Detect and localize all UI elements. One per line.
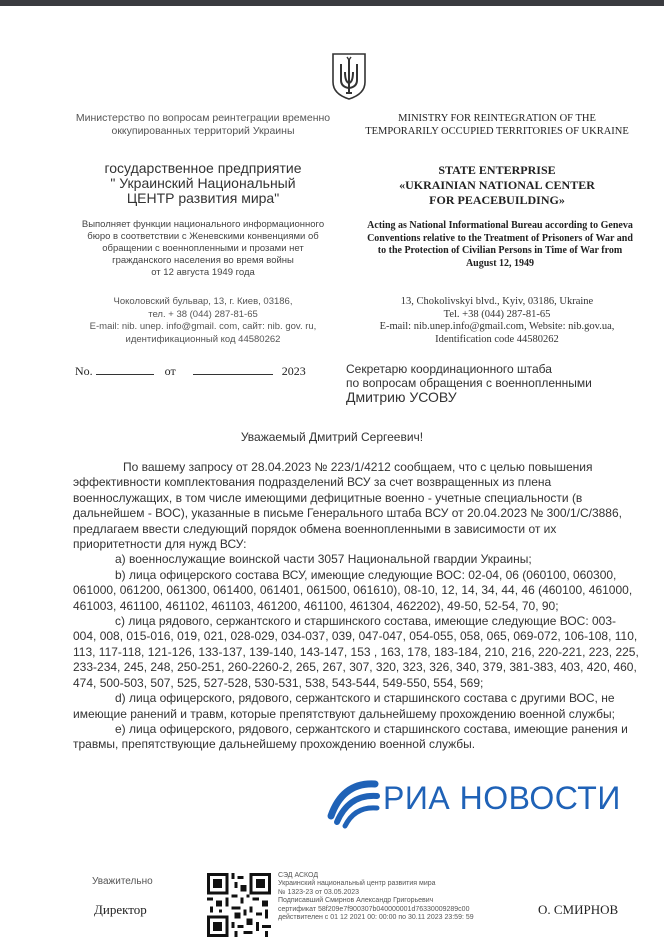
tel-ru: тел. + 38 (044) 287-81-65 [148, 308, 258, 320]
body-item-e: е) лица офицерского, рядового, сержантского и старшинского состава, имеющие ранения и травмы, препятствующие дальнейшему прохождению военной службы. [73, 721, 628, 752]
qr-code-icon [207, 873, 271, 937]
address-ru: Чоколовский бульвар, 13, г. Киев, 03186, [113, 296, 293, 307]
acting-ru-date: от 12 августа 1949 года [151, 267, 255, 278]
enterprise-ru-line3: ЦЕНТР развития мира" [126, 190, 280, 206]
stamp-line4: Подписавший Смирнов Александр Григорьевич [278, 897, 434, 905]
digital-signature-stamp [278, 872, 536, 922]
acting-ru [72, 219, 334, 279]
addressee [346, 362, 646, 404]
registration-year: 2023 [281, 364, 306, 378]
email-en: E-mail: nib.unep.info@gmail.com, Website: nib.gov.ua, [379, 321, 615, 332]
code-ru: идентификационный код 44580262 [125, 333, 281, 345]
registration-from-label: от [164, 364, 176, 378]
ria-novosti-watermark [323, 776, 643, 832]
stamp-line6: действителен с 01 12 2021 00: 00:00 по 30.11 2023 23:59: 59 [278, 914, 474, 922]
ria-novosti-text: РИА НОВОСТИ [383, 780, 621, 816]
ministry-en: MINISTRY FOR REINTEGRATION OF THE TEMPORARILY OCCUPIED TERRITORIES OF UKRAINE [365, 113, 629, 137]
ria-novosti-logo-icon [323, 776, 383, 832]
enterprise-ru-line1: государственное предприятие [104, 160, 302, 176]
acting-en [362, 220, 638, 270]
acting-ru-text: Выполняет функции национального информационного бюро в соответствии с Женевскими конвенциями об обращении с военнопленными и прозами нет гражданского населения во время войны [81, 219, 325, 266]
body-item-d: d) лица офицерского, рядового, сержантского и старшинского состава с другими ВОС, не имеющие ранений и травм, которые препятствуют дальнейшему прохождению военной службы; [73, 691, 615, 721]
contacts-en [362, 296, 632, 346]
body-item-c: с) лица рядового, сержантского и старшинского состава, имеющие следующие ВОС: 003-004, 008, 015-016, 019, 021, 028-029, 034-037, 039, 047-047, 054-055, 058, 065, 069-072, 106-108, 110, 113, 117-118, 121-126, 133-137, 139-140, 143-147, 153 , 163, 178, 183-184, 210, 216, 220-221, 223, 225, 233-234, 245, 248, 250-251, 260-2260-2, 265, 267, 307, 320, 323, 326, 340, 379, 381-383, 403, 420, 460, 474, 500-503, 507, 525, 527-528, 530-531, 538, 543-544, 549-550, 554, 569; [73, 614, 639, 690]
registration-no-label: No. [75, 364, 93, 378]
stamp-line3: № 1323-23 от 03.05.2023 [278, 888, 360, 896]
registration-line [75, 363, 315, 379]
enterprise-ru [72, 161, 334, 206]
code-en: Identification code 44580262 [435, 333, 559, 345]
letter-body [73, 460, 639, 753]
salutation: Уважаемый Дмитрий Сергеевич! [240, 430, 424, 444]
addressee-line2: по вопросам обращения с военнопленными [346, 376, 592, 390]
enterprise-en-line3: FOR PEACEBUILDING» [429, 193, 565, 207]
registration-no-blank [96, 363, 154, 375]
signatory-name: О. СМИРНОВ [538, 902, 619, 917]
stamp-line1: СЭД АСКОД [278, 872, 319, 879]
trident-emblem-icon [330, 52, 368, 100]
enterprise-en-line2: «UKRAINIAN NATIONAL CENTER [399, 178, 595, 192]
signatory-title: Директор [94, 902, 147, 917]
stamp-line2: Украинский национальный центр развития мира [278, 880, 436, 888]
tel-en: Tel. +38 (044) 287-81-65 [443, 308, 551, 320]
address-en: 13, Chokolivskyi blvd., Kyiv, 03186, Ukraine [400, 296, 594, 307]
body-item-b: b) лица офицерского состава ВСУ, имеющие следующие ВОС: 02-04, 06 (060100, 060300, 061000, 061200, 061300, 061400, 061401, 061500, 061610), 08-10, 12, 14, 34, 44, 46 (460100, 461000, 461003, 461100, 461102, 461103, 461200, 461100, 461304, 462202), 49-50, 52-54, 70, 90; [73, 567, 633, 613]
acting-en-date: August 12, 1949 [465, 257, 535, 269]
enterprise-ru-line2: " Украинский Национальный [110, 175, 296, 191]
ministry-ru: Министерство по вопросам реинтеграции временно оккупированных территорий Украины [75, 112, 331, 137]
body-item-a: а) военнослужащие воинской части 3057 Национальной гвардии Украины; [115, 552, 532, 567]
enterprise-en-line1: STATE ENTERPRISE [438, 163, 556, 177]
contacts-ru [72, 296, 334, 346]
acting-en-text: Acting as National Informational Bureau according to Geneva Conventions relative to the Treatment of Prisoners of War and to the Protection of Civilian Persons in Time of War from [367, 220, 633, 256]
closing: Уважительно [92, 876, 153, 887]
enterprise-en [362, 163, 632, 208]
email-ru: E-mail: nib. unep. info@gmail. com, сайт: nib. gov. ru, [89, 321, 317, 332]
addressee-line1: Секретарю координационного штаба [346, 362, 552, 376]
body-intro: По вашему запросу от 28.04.2023 № 223/1/4212 сообщаем, что с целью повышения эффективности комплектования подразделений ВСУ за счет возвращенных из плена военнослужащих, в том числе имеющими дефицитные военно - учетные специальности (в дальнейшем - ВОС), указанные в письме Генерального штаба ВСУ от 20.04.2023 № 300/1/С/3886, предлагаем ввести следующий порядок обмена военнопленными в зависимости от их приоритетности для нужд ВСУ: [73, 460, 622, 552]
addressee-name: Дмитрию УСОВУ [346, 389, 457, 405]
registration-date-blank [193, 363, 273, 375]
stamp-line5: сертификат 58f209e7f900307b040000001d76330009289c00 [278, 905, 470, 913]
top-bar [0, 0, 664, 6]
